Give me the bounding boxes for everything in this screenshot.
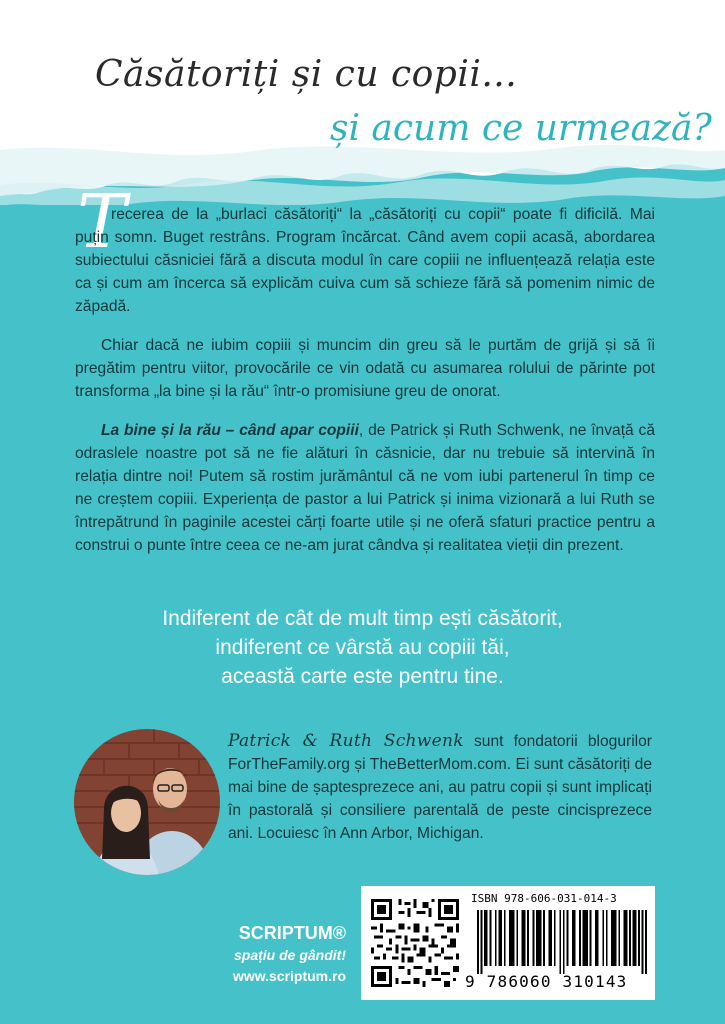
book-title-inline: La bine și la rău – când apar copiii: [101, 422, 359, 439]
author-bio: [228, 730, 652, 845]
tagline-line2: indiferent ce vârstă au copiii tăi,: [215, 636, 510, 659]
blurb-paragraph-1-text: recerea de la „burlaci căsătoriți“ la „căsătoriți cu copii“ poate fi dificilă. Mai puțin somn. Buget restrâns. Program încărcat. Când avem copii acasă, abordarea subiectului căsniciei fără a discuta modul în care copiii ne influențează relația este ca și cum am încerca să explicăm cuiva cum să schieze fără să pomenim nimic de zăpadă.: [75, 206, 655, 315]
drop-cap-letter: T: [77, 179, 127, 265]
blurb-paragraph-3: [75, 419, 655, 557]
isbn-panel: [361, 886, 655, 1000]
publisher-url: www.scriptum.ro: [232, 968, 346, 984]
back-cover-blurb: [75, 203, 655, 573]
blurb-paragraph-2: Chiar dacă ne iubim copiii și muncim din greu să le purtăm de grijă și să îi pregătim pentru viitor, provocările ce vin odată cu asumarea rolului de părinte pot transforma „la bine și la rău“ într-o promisiune greu de onorat.: [75, 337, 655, 400]
blurb-paragraph-1: [75, 203, 655, 318]
barcode-icon: [477, 910, 647, 974]
brush-stroke-header: [0, 0, 725, 205]
qr-code-icon: [371, 899, 459, 987]
publisher-name: SCRIPTUM®: [238, 923, 346, 943]
cover-title-line2: și acum ce urmează?: [330, 108, 712, 149]
publisher-block: [228, 921, 346, 987]
isbn-label: ISBN 978-606-031-014-3: [471, 892, 617, 905]
publisher-slogan: spațiu de gândit!: [234, 947, 346, 963]
author-bio-text: sunt fondatorii blogurilor ForTheFamily.org și TheBetterMom.com. Ei sunt căsătoriți de mai bine de șaptesprezece ani, au patru copii și sunt implicați în pastorală și consiliere parentală de peste cincisprezece ani. Locuiesc în Ann Arbor, Michigan.: [228, 733, 652, 842]
tagline-line1: Indiferent de cât de mult timp ești căsătorit,: [162, 607, 563, 630]
tagline-line3: această carte este pentru tine.: [221, 665, 504, 688]
cover-title-line1: Căsătoriți și cu copii...: [95, 54, 518, 95]
author-photo: [74, 729, 220, 875]
tagline: [60, 604, 665, 691]
isbn-digits: 9 786060 310143: [465, 972, 628, 991]
author-names: Patrick & Ruth Schwenk: [228, 731, 464, 751]
blurb-paragraph-3-text: , de Patrick și Ruth Schwenk, ne învață că odraslele noastre pot să ne fie alături în căsnicie, dar nu trebuie să intervină în relația dintre noi! Putem să rostim jurământul că ne vom iubi partenerul în timp ce ne creștem copiii. Experiența de pastor a lui Patrick și inima vizionară a lui Ruth se întrepătrund în paginile acestei cărți foarte utile și ne oferă sfaturi practice pentru a construi o punte între ceea ce ne-am jurat cândva și realitatea vieții din prezent.: [75, 422, 656, 554]
